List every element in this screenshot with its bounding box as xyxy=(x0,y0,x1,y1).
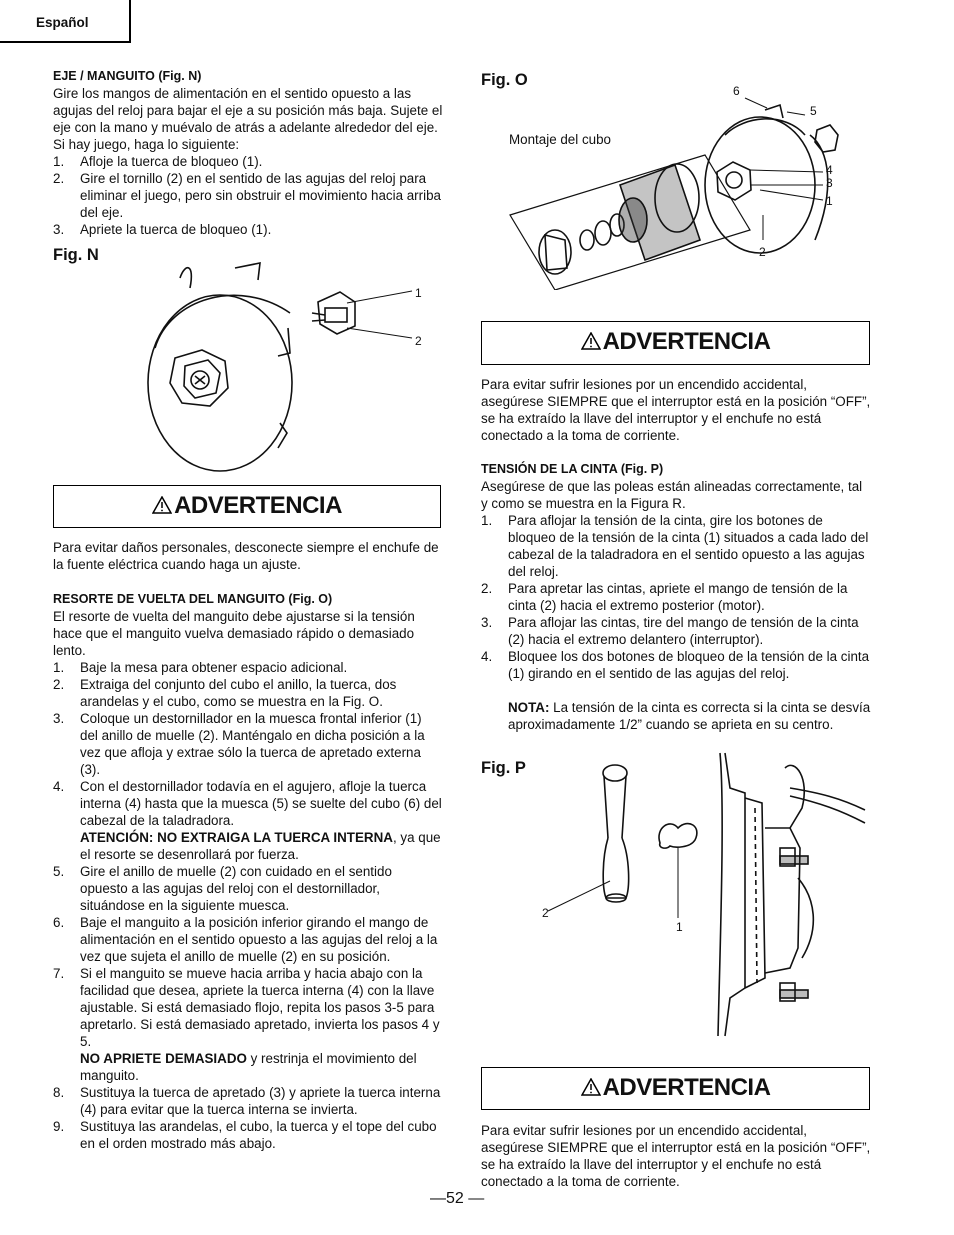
fig-p-callout: 2 xyxy=(542,906,549,920)
resorte-intro: El resorte de vuelta del manguito debe ajustarse si la tensión hace que el manguito vuelva demasiado rápido o demasiado lento. xyxy=(53,609,415,658)
warning-text: Para evitar sufrir lesiones por un encendido accidental, asegúrese SIEMPRE que el interruptor está en la posición “OFF”, se ha extraído la llave del interruptor y el enchufe no está conectado a la toma de corriente. xyxy=(481,377,871,443)
fig-n-callout: 1 xyxy=(415,286,422,300)
list-item: 3. Apriete la tuerca de bloqueo (1). xyxy=(53,222,272,237)
list-item: 2. Gire el tornillo (2) en el sentido de las agujas del reloj para eliminar el juego, pero sin obstruir el movimiento hacia arriba del eje. xyxy=(53,171,441,220)
warning-box xyxy=(53,485,441,528)
list-item: 4. Bloquee los dos botones de bloqueo de la tensión de la cinta (1) girando en el sentido de las agujas del reloj. xyxy=(481,649,870,681)
attention-rest: , ya que el resorte se desenrollará por fuerza. xyxy=(80,830,441,862)
list-item: 7. Si el manguito se mueve hacia arriba y hacia abajo con la facilidad que desea, apriete la tuerca interna (4) con la llave ajustable. Si está demasiado flojo, repita los pasos 3-5 para apretarlo. Si está demasiado apretado, invierta los pasos 4 y 5. NO APRIETE DEMASIADO y restrinja el movimiento del manguito. xyxy=(53,966,440,1083)
fig-o-illustration xyxy=(505,90,870,290)
fig-o-callout: 3 xyxy=(826,176,833,190)
fig-o-label: Fig. O xyxy=(481,71,528,89)
no-apriete-bold: NO APRIETE DEMASIADO xyxy=(80,1051,247,1066)
note-label: NOTA: xyxy=(508,700,550,715)
fig-n-label: Fig. N xyxy=(53,246,99,264)
language-tab xyxy=(0,0,131,43)
tension-heading: TENSIÓN DE LA CINTA (Fig. P) xyxy=(481,462,664,476)
list-item: 5. Gire el anillo de muelle (2) con cuidado en el sentido opuesto a las agujas del reloj con el destornillador, situándose en la siguiente muesca. xyxy=(53,864,392,913)
warning-box xyxy=(481,1067,870,1110)
list-item: 4. Con el destornillador todavía en el agujero, afloje la tuerca interna (4) hasta que la muesca (5) se suelte del cubo (6) del cabezal de la taladradora. ATENCIÓN: NO EXTRAIGA LA TUERCA INTERNA, ya que el resorte se desenrollará por fuerza. xyxy=(53,779,442,862)
fig-n-label-wrap xyxy=(53,247,99,264)
resorte-heading: RESORTE DE VUELTA DEL MANGUITO (Fig. O) xyxy=(53,592,333,606)
page-number: —52 — xyxy=(430,1190,485,1207)
list-item: 1. Afloje la tuerca de bloqueo (1). xyxy=(53,154,263,169)
fig-o-callout: 2 xyxy=(759,245,766,259)
fig-n-illustration xyxy=(140,258,440,480)
list-item: 6. Baje el manguito a la posición inferior girando el mango de alimentación en el sentido opuesto a las agujas del reloj a la vez que sujeta el anillo de muelle (2) en su posición. xyxy=(53,915,438,964)
list-item: 1. Para aflojar la tensión de la cinta, gire los botones de bloqueo de la tensión de la cinta (1) situados a cada lado del cabezal de la taladradora en el sentido opuesto a las agujas del reloj. xyxy=(481,513,869,579)
fig-p-callout: 1 xyxy=(676,920,683,934)
no-apriete-rest: y restrinja el movimiento del manguito. xyxy=(80,1051,417,1083)
list-item: 9. Sustituya las arandelas, el cubo, la tuerca y el tope del cubo en el orden mostrado más abajo. xyxy=(53,1119,437,1151)
resorte-section xyxy=(53,591,443,1152)
list-item: 1. Baje la mesa para obtener espacio adicional. xyxy=(53,660,348,675)
warning-icon xyxy=(581,332,601,350)
fig-o-callout: 4 xyxy=(826,163,833,177)
fig-p-label-wrap xyxy=(481,760,526,777)
fig-p-illustration xyxy=(540,748,870,1040)
fig-o-callout: 1 xyxy=(826,194,833,208)
note-text: La tensión de la cinta es correcta si la cinta se desvía aproximadamente 1/2” cuando se aprieta en su centro. xyxy=(508,700,871,732)
fig-o-label-wrap xyxy=(481,72,528,89)
list-item: 2. Para apretar las cintas, apriete el mango de tensión de la cinta (2) hacia el extremo posterior (motor). xyxy=(481,581,848,613)
warning-icon xyxy=(152,496,172,514)
fig-n-callout: 2 xyxy=(415,334,422,348)
fig-o-caption: Montaje del cubo xyxy=(509,132,611,147)
fig-p-label: Fig. P xyxy=(481,759,526,777)
list-item: 3. Para aflojar las cintas, tire del mango de tensión de la cinta (2) hacia el extremo delantero (interruptor). xyxy=(481,615,859,647)
fig-o-callout: 6 xyxy=(733,84,740,98)
attention-bold: ATENCIÓN: NO EXTRAIGA LA TUERCA INTERNA xyxy=(80,830,393,845)
list-item: 8. Sustituya la tuerca de apretado (3) y apriete la tuerca interna (4) para evitar que la tuerca interna se invierta. xyxy=(53,1085,441,1117)
fig-o-callout: 5 xyxy=(810,104,817,118)
eje-intro: Gire los mangos de alimentación en el sentido opuesto a las agujas del reloj para bajar el eje a su posición más baja. Sujete el eje con la mano y muévalo de atrás a adelante alrededor del eje. Si hay juego, haga lo siguiente: xyxy=(53,86,443,152)
warning-box xyxy=(481,321,870,365)
tension-intro: Asegúrese de que las poleas están alineadas correctamente, tal y como se muestra en la Figura R. xyxy=(481,479,863,511)
warning-text: Para evitar daños personales, desconecte siempre el enchufe de la fuente eléctrica cuando haga un ajuste. xyxy=(53,540,439,572)
list-item: 2. Extraiga del conjunto del cubo el anillo, la tuerca, dos arandelas y el cubo, como se muestra en la Fig. O. xyxy=(53,677,397,709)
list-item: 3. Coloque un destornillador en la muesca frontal inferior (1) del anillo de muelle (2). Manténgalo en dicha posición a la vez que afloja y extrae sólo la tuerca de apretado externa (3). xyxy=(53,711,425,777)
warning-text: Para evitar sufrir lesiones por un encendido accidental, asegúrese SIEMPRE que el interruptor está en la posición “OFF”, se ha extraído la llave del interruptor y el enchufe no está conectado a la toma de corriente. xyxy=(481,1123,871,1189)
tension-steps xyxy=(481,512,871,682)
eje-section xyxy=(53,68,443,238)
language-label: Español xyxy=(36,15,89,30)
eje-steps xyxy=(53,153,443,238)
warning-icon xyxy=(581,1078,601,1096)
warning-title: ADVERTENCIA xyxy=(602,1074,771,1101)
warning-title: ADVERTENCIA xyxy=(174,492,342,519)
eje-heading: EJE / MANGUITO (Fig. N) xyxy=(53,69,202,83)
resorte-steps xyxy=(53,659,443,1152)
warning-title: ADVERTENCIA xyxy=(602,328,771,355)
tension-section xyxy=(481,461,871,733)
tension-note xyxy=(481,699,871,733)
